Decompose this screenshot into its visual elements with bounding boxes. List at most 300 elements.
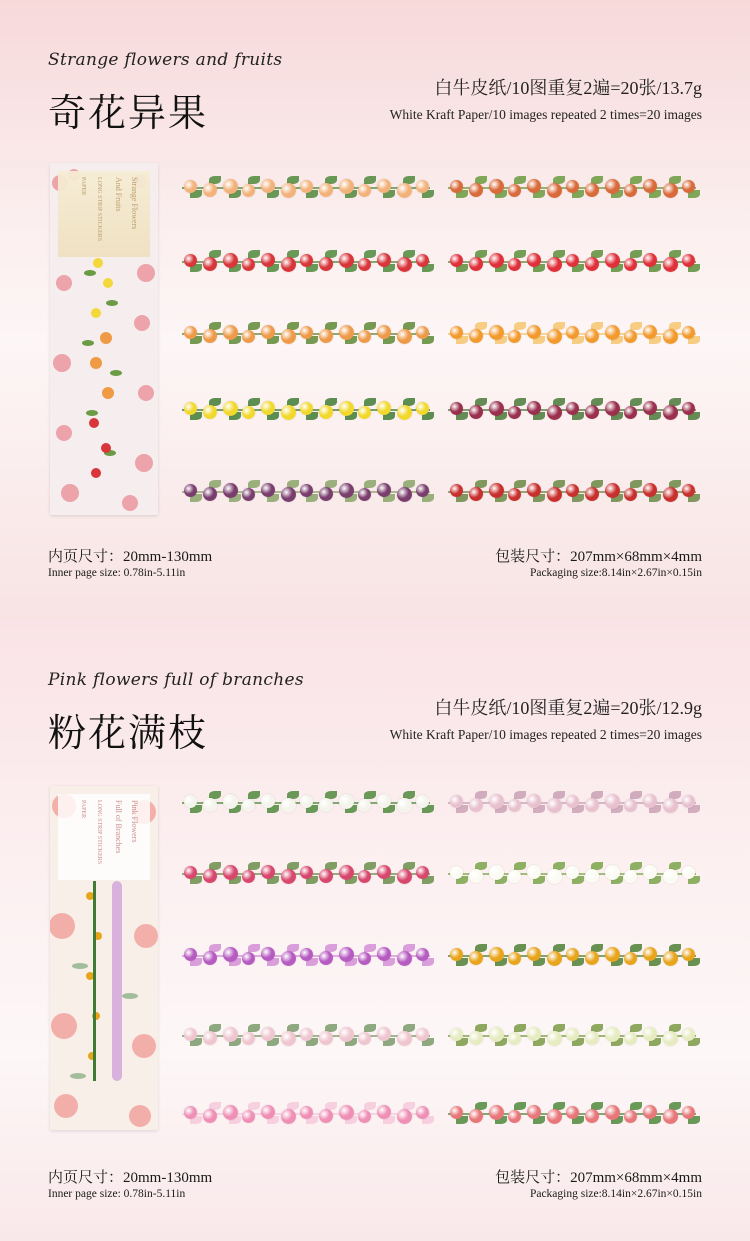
strip-motif	[624, 488, 637, 501]
strip-motif	[489, 1105, 504, 1120]
strip-motif	[682, 402, 695, 415]
strip-motif	[300, 326, 313, 339]
strip-motif	[682, 948, 695, 961]
strip-leaf	[630, 480, 642, 488]
strip-motif	[624, 406, 637, 419]
strip-leaf	[364, 1102, 376, 1110]
package-size-en: Packaging size:8.14in×2.67in×0.15in	[529, 1188, 702, 1200]
product-section-pink-flowers	[0, 620, 750, 1241]
strip-motif	[319, 329, 333, 343]
strip-motif	[281, 405, 296, 420]
strip-motif	[184, 180, 197, 193]
strip-motif	[663, 487, 678, 502]
strip-motif	[339, 1105, 354, 1120]
strip-motif	[358, 184, 371, 197]
cranberry-strip	[444, 474, 700, 510]
strip-motif	[223, 1027, 238, 1042]
strip-motif	[184, 402, 197, 415]
strip-motif	[508, 870, 521, 883]
strip-motif	[184, 254, 197, 267]
strip-motif	[624, 870, 637, 883]
strip-motif	[682, 866, 695, 879]
strip-motif	[358, 870, 371, 883]
strip-motif	[242, 870, 255, 883]
strip-motif	[605, 1027, 620, 1042]
strip-leaf	[514, 1024, 526, 1032]
strip-motif	[469, 487, 483, 501]
strip-motif	[624, 799, 637, 812]
strip-motif	[450, 484, 463, 497]
strip-motif	[358, 330, 371, 343]
strip-motif	[397, 257, 412, 272]
strip-motif	[682, 326, 695, 339]
package-label-line: Strange Flowers	[130, 177, 139, 230]
strip-motif	[450, 326, 463, 339]
strip-motif	[566, 484, 579, 497]
strip-motif	[508, 184, 521, 197]
strip-motif	[585, 257, 599, 271]
strip-leaf	[514, 176, 526, 184]
strip-leaf	[364, 398, 376, 406]
strip-motif	[300, 180, 313, 193]
strip-motif	[281, 1031, 296, 1046]
strip-motif	[682, 795, 695, 808]
strip-motif	[489, 325, 504, 340]
strip-leaf	[364, 176, 376, 184]
strip-motif	[585, 183, 599, 197]
strip-motif	[469, 1109, 483, 1123]
strip-motif	[184, 866, 197, 879]
strip-motif	[624, 1032, 637, 1045]
strip-motif	[566, 1028, 579, 1041]
strip-motif	[281, 798, 296, 813]
spec-cn: 白牛皮纸/10图重复2遍=20张/13.7g	[434, 78, 702, 98]
strip-motif	[223, 947, 238, 962]
strip-motif	[184, 326, 197, 339]
package-label-line: PAPER	[80, 800, 86, 819]
strip-motif	[184, 484, 197, 497]
strip-motif	[469, 951, 483, 965]
strip-motif	[300, 254, 313, 267]
strip-motif	[605, 401, 620, 416]
strip-motif	[281, 487, 296, 502]
sunflower-strip	[444, 938, 700, 974]
strip-motif	[223, 325, 238, 340]
strip-motif	[585, 405, 599, 419]
strip-leaf	[248, 322, 260, 330]
strip-motif	[319, 257, 333, 271]
strip-motif	[469, 405, 483, 419]
strip-motif	[450, 1028, 463, 1041]
strip-motif	[281, 183, 296, 198]
strip-leaf	[630, 176, 642, 184]
package-image	[50, 786, 158, 1130]
strip-motif	[682, 254, 695, 267]
strip-motif	[663, 329, 678, 344]
strip-motif	[223, 483, 238, 498]
strip-motif	[605, 947, 620, 962]
strip-motif	[242, 406, 255, 419]
strip-motif	[624, 330, 637, 343]
peony-strip	[178, 856, 434, 892]
inner-size-cn: 内页尺寸：20mm-130mm	[48, 1170, 213, 1186]
strip-motif	[203, 1031, 217, 1045]
strip-leaf	[514, 791, 526, 799]
strip-motif	[319, 1109, 333, 1123]
strip-motif	[508, 799, 521, 812]
strip-motif	[339, 325, 354, 340]
strip-motif	[339, 253, 354, 268]
strip-motif	[508, 258, 521, 271]
strip-motif	[416, 948, 429, 961]
strip-leaf	[248, 398, 260, 406]
lemon-strip	[178, 392, 434, 428]
strip-leaf	[248, 250, 260, 258]
package-size-en: Packaging size:8.14in×2.67in×0.15in	[529, 567, 702, 579]
strip-leaf	[364, 250, 376, 258]
strip-motif	[489, 865, 504, 880]
package-label-line: LONG STRIP STICKERS	[96, 800, 102, 865]
tulip-strip	[444, 1096, 700, 1132]
strip-motif	[203, 1109, 217, 1123]
pomegranate-strip	[444, 170, 700, 206]
strip-motif	[508, 330, 521, 343]
strip-leaf	[364, 322, 376, 330]
strip-motif	[585, 798, 599, 812]
strip-motif	[397, 405, 412, 420]
strip-motif	[547, 257, 562, 272]
strip-leaf	[514, 250, 526, 258]
strip-motif	[223, 865, 238, 880]
package-label-line: Pink Flowers	[130, 800, 139, 843]
strip-motif	[242, 258, 255, 271]
strip-motif	[547, 1109, 562, 1124]
product-section-strange-flowers	[0, 0, 750, 620]
strip-motif	[242, 952, 255, 965]
strip-motif	[358, 488, 371, 501]
strip-motif	[319, 183, 333, 197]
strip-leaf	[514, 1102, 526, 1110]
strip-motif	[358, 1110, 371, 1123]
strip-motif	[339, 401, 354, 416]
inner-size-cn: 内页尺寸：20mm-130mm	[48, 549, 213, 565]
strip-motif	[416, 1028, 429, 1041]
strip-motif	[358, 799, 371, 812]
strip-motif	[624, 1110, 637, 1123]
strip-motif	[184, 795, 197, 808]
strip-motif	[397, 798, 412, 813]
strip-leaf	[248, 480, 260, 488]
strip-motif	[203, 329, 217, 343]
strip-motif	[489, 253, 504, 268]
strip-motif	[358, 1032, 371, 1045]
strip-leaf	[630, 1102, 642, 1110]
strip-motif	[203, 951, 217, 965]
strip-motif	[203, 798, 217, 812]
strip-motif	[682, 180, 695, 193]
strip-motif	[223, 1105, 238, 1120]
strip-motif	[300, 948, 313, 961]
strip-motif	[223, 253, 238, 268]
strip-motif	[397, 951, 412, 966]
strip-motif	[469, 869, 483, 883]
spec-en: White Kraft Paper/10 images repeated 2 times=20 images	[389, 727, 702, 742]
spec-en: White Kraft Paper/10 images repeated 2 times=20 images	[389, 107, 702, 122]
strip-leaf	[630, 1024, 642, 1032]
strip-motif	[566, 795, 579, 808]
strip-motif	[469, 257, 483, 271]
strip-leaf	[364, 791, 376, 799]
strip-motif	[223, 794, 238, 809]
strip-motif	[339, 1027, 354, 1042]
strip-motif	[300, 402, 313, 415]
strip-motif	[339, 794, 354, 809]
strip-motif	[605, 253, 620, 268]
strip-motif	[184, 948, 197, 961]
strip-motif	[416, 1106, 429, 1119]
strip-motif	[319, 798, 333, 812]
section-cn-title: 粉花满枝	[48, 713, 209, 755]
strip-motif	[585, 487, 599, 501]
strip-leaf	[364, 480, 376, 488]
strip-motif	[489, 401, 504, 416]
strip-motif	[605, 325, 620, 340]
strip-motif	[508, 952, 521, 965]
strip-motif	[300, 1106, 313, 1119]
strip-motif	[397, 1109, 412, 1124]
strip-motif	[566, 180, 579, 193]
strip-motif	[416, 326, 429, 339]
strip-motif	[663, 405, 678, 420]
strip-leaf	[248, 1102, 260, 1110]
violet-petunia-strip	[178, 938, 434, 974]
strip-motif	[450, 402, 463, 415]
strip-leaf	[514, 944, 526, 952]
section-cn-title: 奇花异果	[48, 93, 209, 135]
strip-motif	[339, 947, 354, 962]
strip-motif	[585, 329, 599, 343]
package-image	[50, 163, 158, 515]
strip-motif	[469, 1031, 483, 1045]
strip-motif	[397, 487, 412, 502]
strip-motif	[489, 483, 504, 498]
strip-motif	[319, 951, 333, 965]
strip-motif	[397, 183, 412, 198]
strip-motif	[469, 329, 483, 343]
strip-motif	[300, 484, 313, 497]
strip-motif	[358, 406, 371, 419]
strip-motif	[469, 798, 483, 812]
strip-motif	[339, 865, 354, 880]
section-script-title: Strange flowers and fruits	[48, 50, 283, 70]
orange-slice-strip	[444, 316, 700, 352]
strip-motif	[242, 799, 255, 812]
strip-motif	[663, 951, 678, 966]
strip-leaf	[630, 250, 642, 258]
strip-leaf	[630, 398, 642, 406]
strip-motif	[450, 866, 463, 879]
strip-leaf	[514, 862, 526, 870]
strawberry-strip	[444, 244, 700, 280]
strip-motif	[547, 951, 562, 966]
package-size-cn: 包装尺寸：207mm×68mm×4mm	[495, 549, 702, 565]
strip-motif	[547, 329, 562, 344]
strip-leaf	[248, 1024, 260, 1032]
strip-motif	[242, 1110, 255, 1123]
strip-motif	[605, 794, 620, 809]
strip-motif	[184, 1028, 197, 1041]
strip-motif	[663, 257, 678, 272]
spec-cn: 白牛皮纸/10图重复2遍=20张/12.9g	[434, 698, 702, 718]
strip-motif	[397, 329, 412, 344]
strip-motif	[450, 795, 463, 808]
strip-leaf	[630, 791, 642, 799]
strip-motif	[281, 951, 296, 966]
strip-leaf	[630, 944, 642, 952]
strip-motif	[223, 179, 238, 194]
strip-motif	[281, 869, 296, 884]
strip-motif	[300, 866, 313, 879]
daisy-vine-strip	[178, 785, 434, 821]
strip-motif	[566, 948, 579, 961]
strip-motif	[281, 1109, 296, 1124]
strip-motif	[682, 1106, 695, 1119]
strip-motif	[450, 1106, 463, 1119]
strip-motif	[663, 1109, 678, 1124]
strip-motif	[300, 1028, 313, 1041]
strip-motif	[281, 257, 296, 272]
strip-motif	[585, 1109, 599, 1123]
strip-motif	[585, 869, 599, 883]
inner-size-en: Inner page size: 0.78in-5.11in	[48, 1188, 186, 1200]
strip-motif	[489, 1027, 504, 1042]
strip-motif	[203, 869, 217, 883]
strip-motif	[469, 183, 483, 197]
strawberry-flower-strip	[178, 244, 434, 280]
strip-motif	[605, 865, 620, 880]
peach-strip	[178, 316, 434, 352]
strip-motif	[319, 405, 333, 419]
strip-leaf	[248, 176, 260, 184]
strip-motif	[242, 488, 255, 501]
strip-motif	[339, 483, 354, 498]
strip-motif	[203, 257, 217, 271]
strip-motif	[203, 405, 217, 419]
strip-motif	[547, 405, 562, 420]
strip-motif	[416, 254, 429, 267]
strip-motif	[547, 1031, 562, 1046]
strip-motif	[489, 179, 504, 194]
strip-leaf	[630, 322, 642, 330]
package-label-line: LONG STRIP STICKERS	[96, 177, 102, 242]
package-size-cn: 包装尺寸：207mm×68mm×4mm	[495, 1170, 702, 1186]
strip-leaf	[514, 480, 526, 488]
strip-motif	[397, 869, 412, 884]
pale-pink-flower-strip	[444, 785, 700, 821]
strip-motif	[585, 951, 599, 965]
orange-blossom-strip	[178, 170, 434, 206]
strip-motif	[566, 326, 579, 339]
strip-motif	[624, 952, 637, 965]
strip-motif	[566, 254, 579, 267]
strip-motif	[416, 484, 429, 497]
strip-motif	[682, 484, 695, 497]
strip-motif	[547, 183, 562, 198]
strip-motif	[450, 180, 463, 193]
strip-motif	[450, 254, 463, 267]
strip-motif	[624, 258, 637, 271]
strip-leaf	[514, 322, 526, 330]
strip-motif	[547, 487, 562, 502]
strip-motif	[624, 184, 637, 197]
strip-motif	[416, 180, 429, 193]
strip-motif	[547, 798, 562, 813]
strip-motif	[682, 1028, 695, 1041]
strip-leaf	[364, 1024, 376, 1032]
strip-leaf	[364, 944, 376, 952]
strip-motif	[489, 794, 504, 809]
strip-motif	[450, 948, 463, 961]
strip-leaf	[364, 862, 376, 870]
strip-motif	[566, 1106, 579, 1119]
strip-motif	[416, 866, 429, 879]
strip-motif	[281, 329, 296, 344]
strip-motif	[242, 184, 255, 197]
mixed-berry-strip	[444, 392, 700, 428]
strip-leaf	[514, 398, 526, 406]
strip-motif	[339, 179, 354, 194]
package-label	[58, 171, 150, 257]
white-orchid-strip	[444, 856, 700, 892]
strip-motif	[605, 1105, 620, 1120]
package-label-line: And Fruits	[114, 177, 123, 212]
package-label	[58, 794, 150, 880]
strip-motif	[319, 1031, 333, 1045]
strip-motif	[358, 952, 371, 965]
strip-motif	[358, 258, 371, 271]
strip-motif	[508, 406, 521, 419]
strip-motif	[184, 1106, 197, 1119]
strip-motif	[663, 1031, 678, 1046]
jasmine-vine-strip	[444, 1018, 700, 1054]
strip-motif	[605, 179, 620, 194]
strip-motif	[605, 483, 620, 498]
strip-motif	[319, 869, 333, 883]
strip-motif	[242, 330, 255, 343]
lily-strip	[178, 1096, 434, 1132]
fig-strip	[178, 474, 434, 510]
strip-motif	[416, 795, 429, 808]
strip-motif	[547, 869, 562, 884]
strip-motif	[223, 401, 238, 416]
strip-leaf	[248, 944, 260, 952]
package-label-line: PAPER	[80, 177, 86, 196]
strip-leaf	[248, 791, 260, 799]
strip-motif	[508, 1032, 521, 1045]
cherry-blossom-strip	[178, 1018, 434, 1054]
strip-motif	[508, 488, 521, 501]
strip-leaf	[248, 862, 260, 870]
strip-motif	[489, 947, 504, 962]
package-label-line: Full of Branches	[114, 800, 123, 854]
strip-motif	[663, 183, 678, 198]
section-script-title: Pink flowers full of branches	[48, 670, 304, 690]
strip-motif	[566, 866, 579, 879]
strip-motif	[319, 487, 333, 501]
strip-motif	[566, 402, 579, 415]
strip-motif	[663, 798, 678, 813]
strip-leaf	[630, 862, 642, 870]
